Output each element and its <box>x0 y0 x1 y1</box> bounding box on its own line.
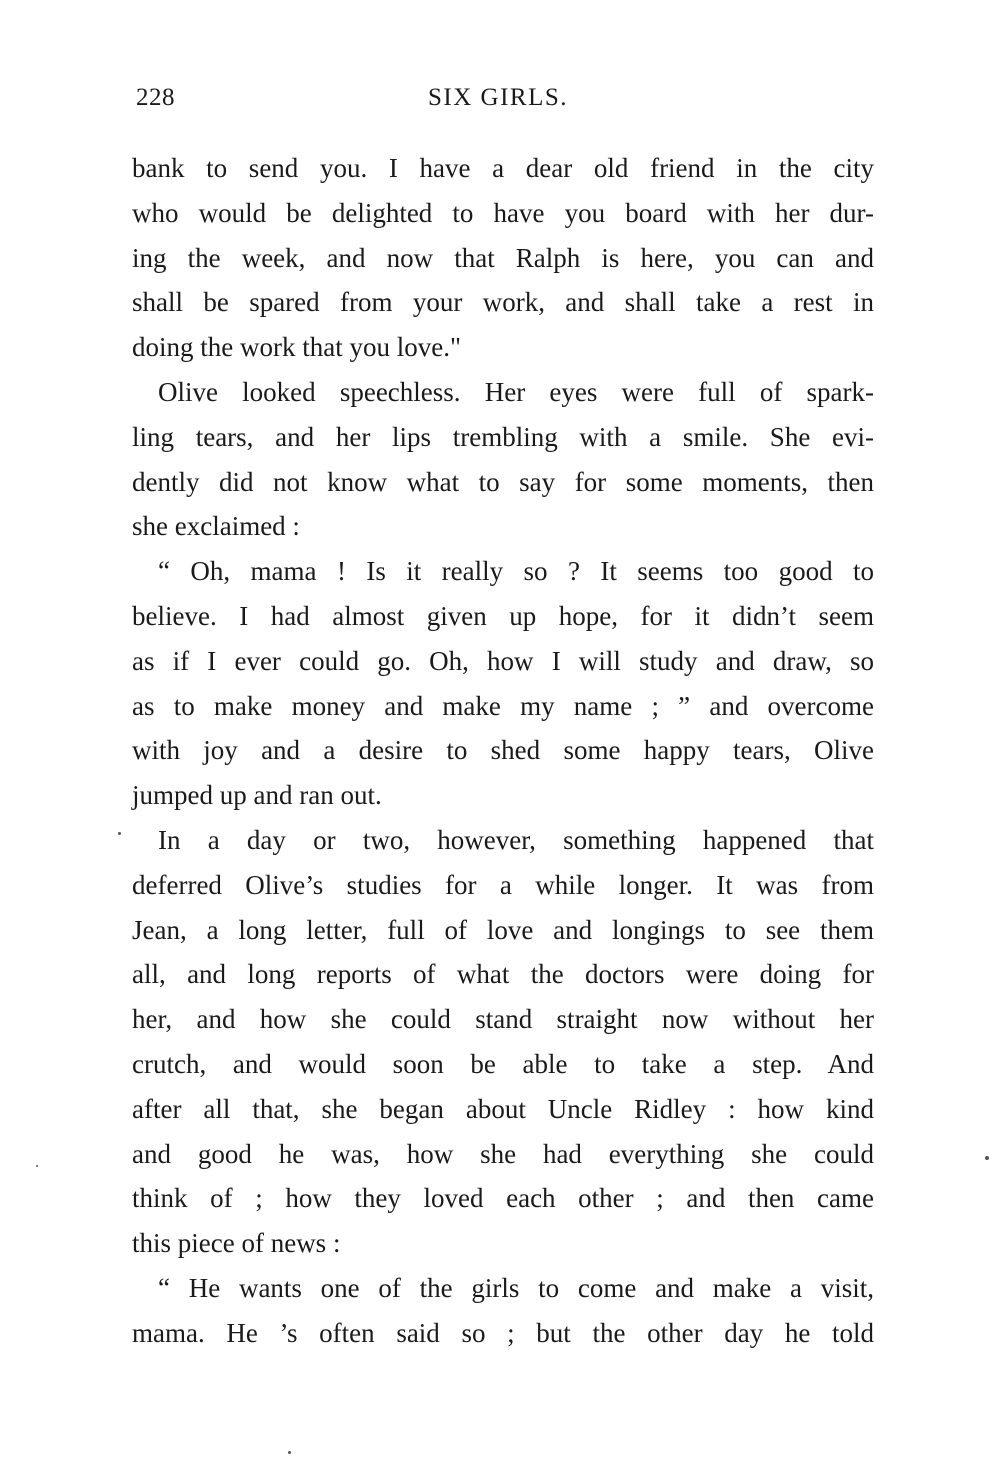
running-head <box>132 84 872 120</box>
text-line: bank to send you. I have a dear old friend in the city <box>132 153 874 183</box>
text-line: as to make money and make my name ; ” and overcome <box>132 690 874 721</box>
text-line: mama. He ’s often said so ; but the other day he told <box>132 1317 874 1348</box>
text-line: jumped up and ran out. <box>132 780 382 811</box>
text-line: all, and long reports of what the doctors were doing for <box>132 959 874 990</box>
text-line: her, and how she could stand straight now without her <box>132 1004 874 1035</box>
body-text <box>132 146 874 1356</box>
text-line: dently did not know what to say for some moments, then <box>132 466 874 497</box>
text-line: In a day or two, however, something happened that <box>158 824 874 855</box>
scan-speck <box>118 832 121 835</box>
text-line: and good he was, how she had everything she could <box>132 1138 874 1169</box>
text-line: shall be spared from your work, and shall take a rest in <box>132 287 874 318</box>
scan-speck <box>985 1156 989 1160</box>
text-line: deferred Olive’s studies for a while longer. It was from <box>132 869 874 900</box>
page-number: 228 <box>136 84 175 111</box>
text-line: this piece of news : <box>132 1228 341 1259</box>
text-line: after all that, she began about Uncle Ridley : how kind <box>132 1093 874 1124</box>
text-line: ling tears, and her lips trembling with a smile. She evi- <box>132 421 874 452</box>
text-line: ing the week, and now that Ralph is here, you can and <box>132 242 874 273</box>
text-line: with joy and a desire to shed some happy tears, Olive <box>132 735 874 766</box>
text-line: crutch, and would soon be able to take a step. And <box>132 1048 874 1079</box>
text-line: believe. I had almost given up hope, for it didn’t seem <box>132 600 874 631</box>
text-line: who would be delighted to have you board with her dur- <box>132 197 874 228</box>
text-line: doing the work that you love." <box>132 332 461 363</box>
text-line: think of ; how they loved each other ; and then came <box>132 1183 874 1214</box>
text-line: “ He wants one of the girls to come and make a visit, <box>158 1272 874 1303</box>
text-line: Jean, a long letter, full of love and longings to see them <box>132 914 874 945</box>
scan-speck <box>36 1165 38 1167</box>
scan-speck <box>288 1451 291 1454</box>
text-line: “ Oh, mama ! Is it really so ? It seems too good to <box>158 556 874 587</box>
text-line: she exclaimed : <box>132 511 300 542</box>
running-title: SIX GIRLS. <box>428 84 569 111</box>
text-line: Olive looked speechless. Her eyes were full of spark- <box>158 376 874 407</box>
text-line: as if I ever could go. Oh, how I will study and draw, so <box>132 645 874 676</box>
